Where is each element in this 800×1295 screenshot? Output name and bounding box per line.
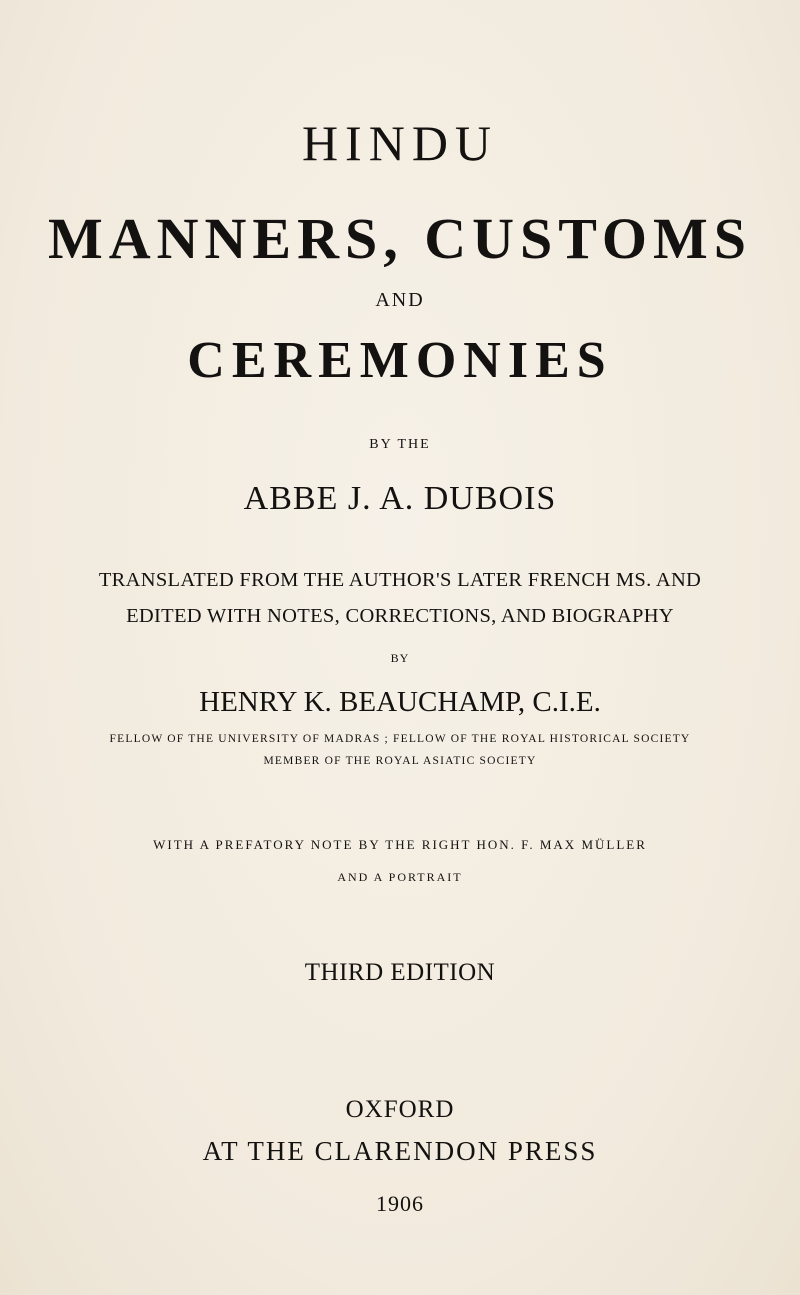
translation-note-line1: TRANSLATED FROM THE AUTHOR'S LATER FRENCH MS. AND <box>98 569 702 591</box>
publication-place: OXFORD <box>345 1096 455 1123</box>
translation-note-line2: EDITED WITH NOTES, CORRECTIONS, AND BIOGRAPHY <box>126 605 674 627</box>
by-the-label: BY THE <box>369 437 431 452</box>
portrait-note: AND A PORTRAIT <box>337 870 463 884</box>
by-label: BY <box>390 651 410 665</box>
edition-label: THIRD EDITION <box>304 959 496 986</box>
title-line-manners-customs: MANNERS, CUSTOMS <box>47 206 752 271</box>
title-line-ceremonies: CEREMONIES <box>187 332 613 389</box>
editor-credentials-line1: FELLOW OF THE UNIVERSITY OF MADRAS ; FELLOW OF THE ROYAL HISTORICAL SOCIETY <box>109 733 691 745</box>
prefatory-note: WITH A PREFATORY NOTE BY THE RIGHT HON. F. MAX MÜLLER <box>153 837 647 852</box>
editor-credentials-line2: MEMBER OF THE ROYAL ASIATIC SOCIETY <box>263 755 537 767</box>
author-name: ABBE J. A. DUBOIS <box>243 480 557 517</box>
title-conjunction: AND <box>375 289 425 311</box>
title-line-hindu: HINDU <box>301 115 499 171</box>
publisher-name: AT THE CLARENDON PRESS <box>202 1136 598 1166</box>
editor-name: HENRY K. BEAUCHAMP, C.I.E. <box>199 686 601 718</box>
publication-year: 1906 <box>376 1191 424 1216</box>
